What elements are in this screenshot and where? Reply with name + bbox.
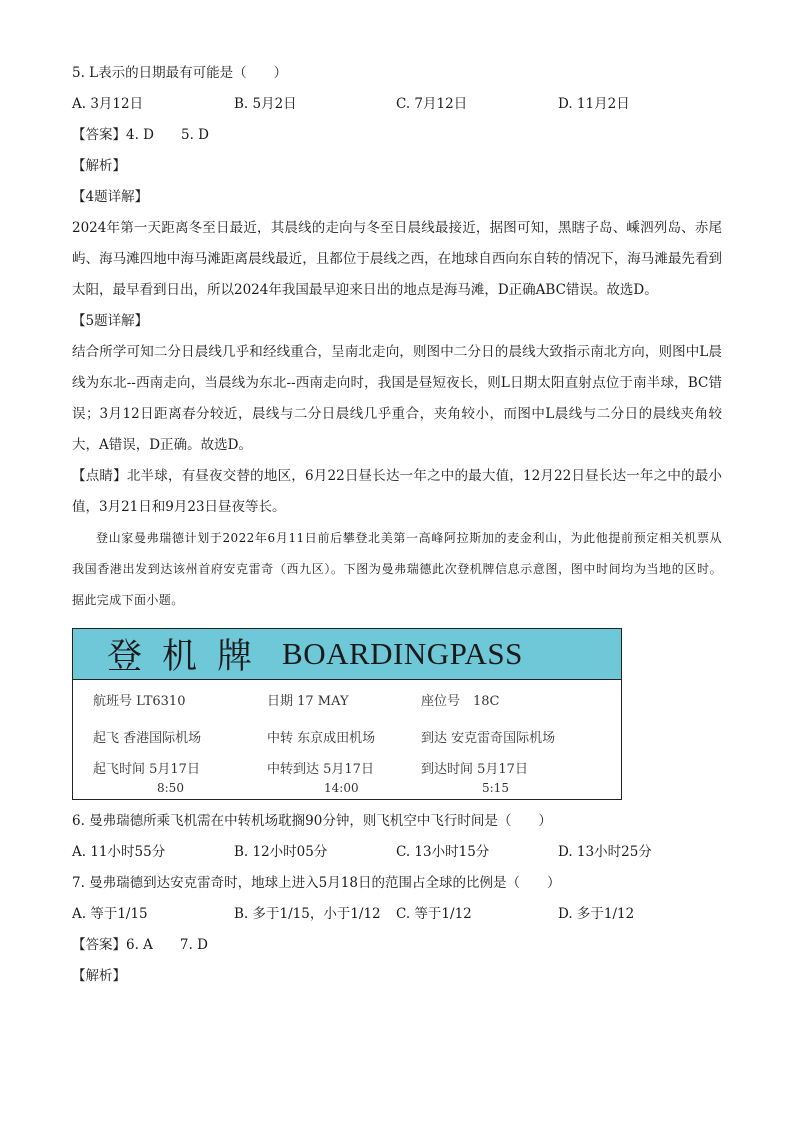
tip-text: 北半球，有昼夜交替的地区，6月22日昼长达一年之中的最大值，12月22日昼长达一年之中的最小值，3月21日和9月23日昼夜等长。 — [72, 468, 723, 515]
question-6-option-d: D. 13小时25分 — [558, 844, 652, 860]
question-6-option-b: B. 12小时05分 — [234, 844, 328, 860]
flight-number: 航班号 LT6310 — [93, 694, 186, 709]
departure-time: 8:50 — [157, 781, 184, 795]
detail-5-text: 结合所学可知二分日晨线几乎和经线重合，呈南北走向，则图中二分日的晨线大致指示南北方向，则图中L晨线为东北--西南走向，当晨线为东北--西南走向时，我国是昼短夜长，则L日期太阳直射点位于南半球，BC错误；3月12日距离春分较近，晨线与二分日晨线几乎重合，夹角较小，而图中L晨线与二分日的晨线夹角较大，A错误，D正确。故选D。 — [72, 344, 722, 453]
arrival-airport: 到达 安克雷奇国际机场 — [421, 731, 556, 746]
analysis-label-2: 【解析】 — [72, 968, 126, 984]
departure-time-label: 起飞时间 5月17日 — [93, 762, 200, 777]
material-paragraph: 登山家曼弗瑞德计划于2022年6月11日前后攀登北美第一高峰阿拉斯加的麦金利山，为此他提前预定相关机票从我国香港出发到达该州首府安克雷奇（西九区）。下图为曼弗瑞德此次登机牌信息示意图，图中时间均为当地的区时。据此完成下面小题。 — [72, 531, 722, 607]
question-5-stem: 5. L表示的日期最有可能是（ ） — [72, 65, 288, 81]
question-6-options — [72, 837, 722, 868]
question-5-option-a: A. 3月12日 — [72, 96, 144, 112]
seat-number: 座位号 18C — [421, 694, 500, 709]
question-5-option-c: C. 7月12日 — [396, 96, 468, 112]
answer-label: 【答案】 — [72, 127, 126, 143]
answer-text-2: 6. A 7. D — [126, 937, 208, 953]
arrival-time-label: 到达时间 5月17日 — [421, 762, 528, 777]
detail-4-text: 2024年第一天距离冬至日最近，其晨线的走向与冬至日晨线最接近，据图可知，黑瞎子岛、嵊泗列岛、赤尾屿、海马滩四地中海马滩距离晨线最近，且都位于晨线之西，在地球自西向东自转的情况下，海马滩最先看到太阳，最早看到日出，所以2024年我国最早迎来日出的地点是海马滩，D正确ABC错误。故选D。 — [72, 220, 722, 298]
transfer-airport: 中转 东京成田机场 — [267, 731, 376, 746]
question-5-options — [72, 89, 722, 120]
detail-4-header: 【4题详解】 — [72, 189, 149, 205]
boarding-pass-body — [73, 680, 621, 798]
analysis-label-1: 【解析】 — [72, 158, 126, 174]
tip-label: 【点睛】 — [72, 468, 127, 484]
question-7-options — [72, 899, 722, 930]
question-6-option-a: A. 11小时55分 — [72, 844, 166, 860]
detail-5-header: 【5题详解】 — [72, 313, 149, 329]
answer-text: 4. D 5. D — [126, 127, 209, 143]
question-6-stem: 6. 曼弗瑞德所乘飞机需在中转机场耽搁90分钟，则飞机空中飞行时间是（ ） — [72, 813, 552, 829]
question-7-option-c: C. 等于1/12 — [396, 906, 472, 922]
question-7-option-a: A. 等于1/15 — [72, 906, 148, 922]
question-6-option-c: C. 13小时15分 — [396, 844, 490, 860]
transfer-time: 14:00 — [324, 781, 359, 795]
boarding-pass-title-cn: 登机牌 — [107, 637, 273, 677]
transfer-time-label: 中转到达 5月17日 — [267, 762, 374, 777]
boarding-pass-header — [73, 629, 621, 680]
boarding-pass-title-en: BOARDINGPASS — [282, 636, 523, 671]
answer-line-1 — [72, 120, 722, 151]
question-7-option-d: D. 多于1/12 — [558, 906, 635, 922]
departure-airport: 起飞 香港国际机场 — [93, 731, 202, 746]
question-5-option-b: B. 5月2日 — [234, 96, 297, 112]
document-page — [72, 58, 722, 992]
tip-paragraph — [72, 461, 722, 523]
boarding-pass — [72, 628, 622, 800]
arrival-time: 5:15 — [482, 781, 509, 795]
flight-date: 日期 17 MAY — [267, 694, 349, 709]
answer-line-2 — [72, 930, 722, 961]
question-7-stem: 7. 曼弗瑞德到达安克雷奇时，地球上进入5月18日的范围占全球的比例是（ ） — [72, 875, 561, 891]
answer-label-2: 【答案】 — [72, 937, 126, 953]
question-7-option-b: B. 多于1/15，小于1/12 — [234, 906, 381, 922]
question-5-option-d: D. 11月2日 — [558, 96, 630, 112]
